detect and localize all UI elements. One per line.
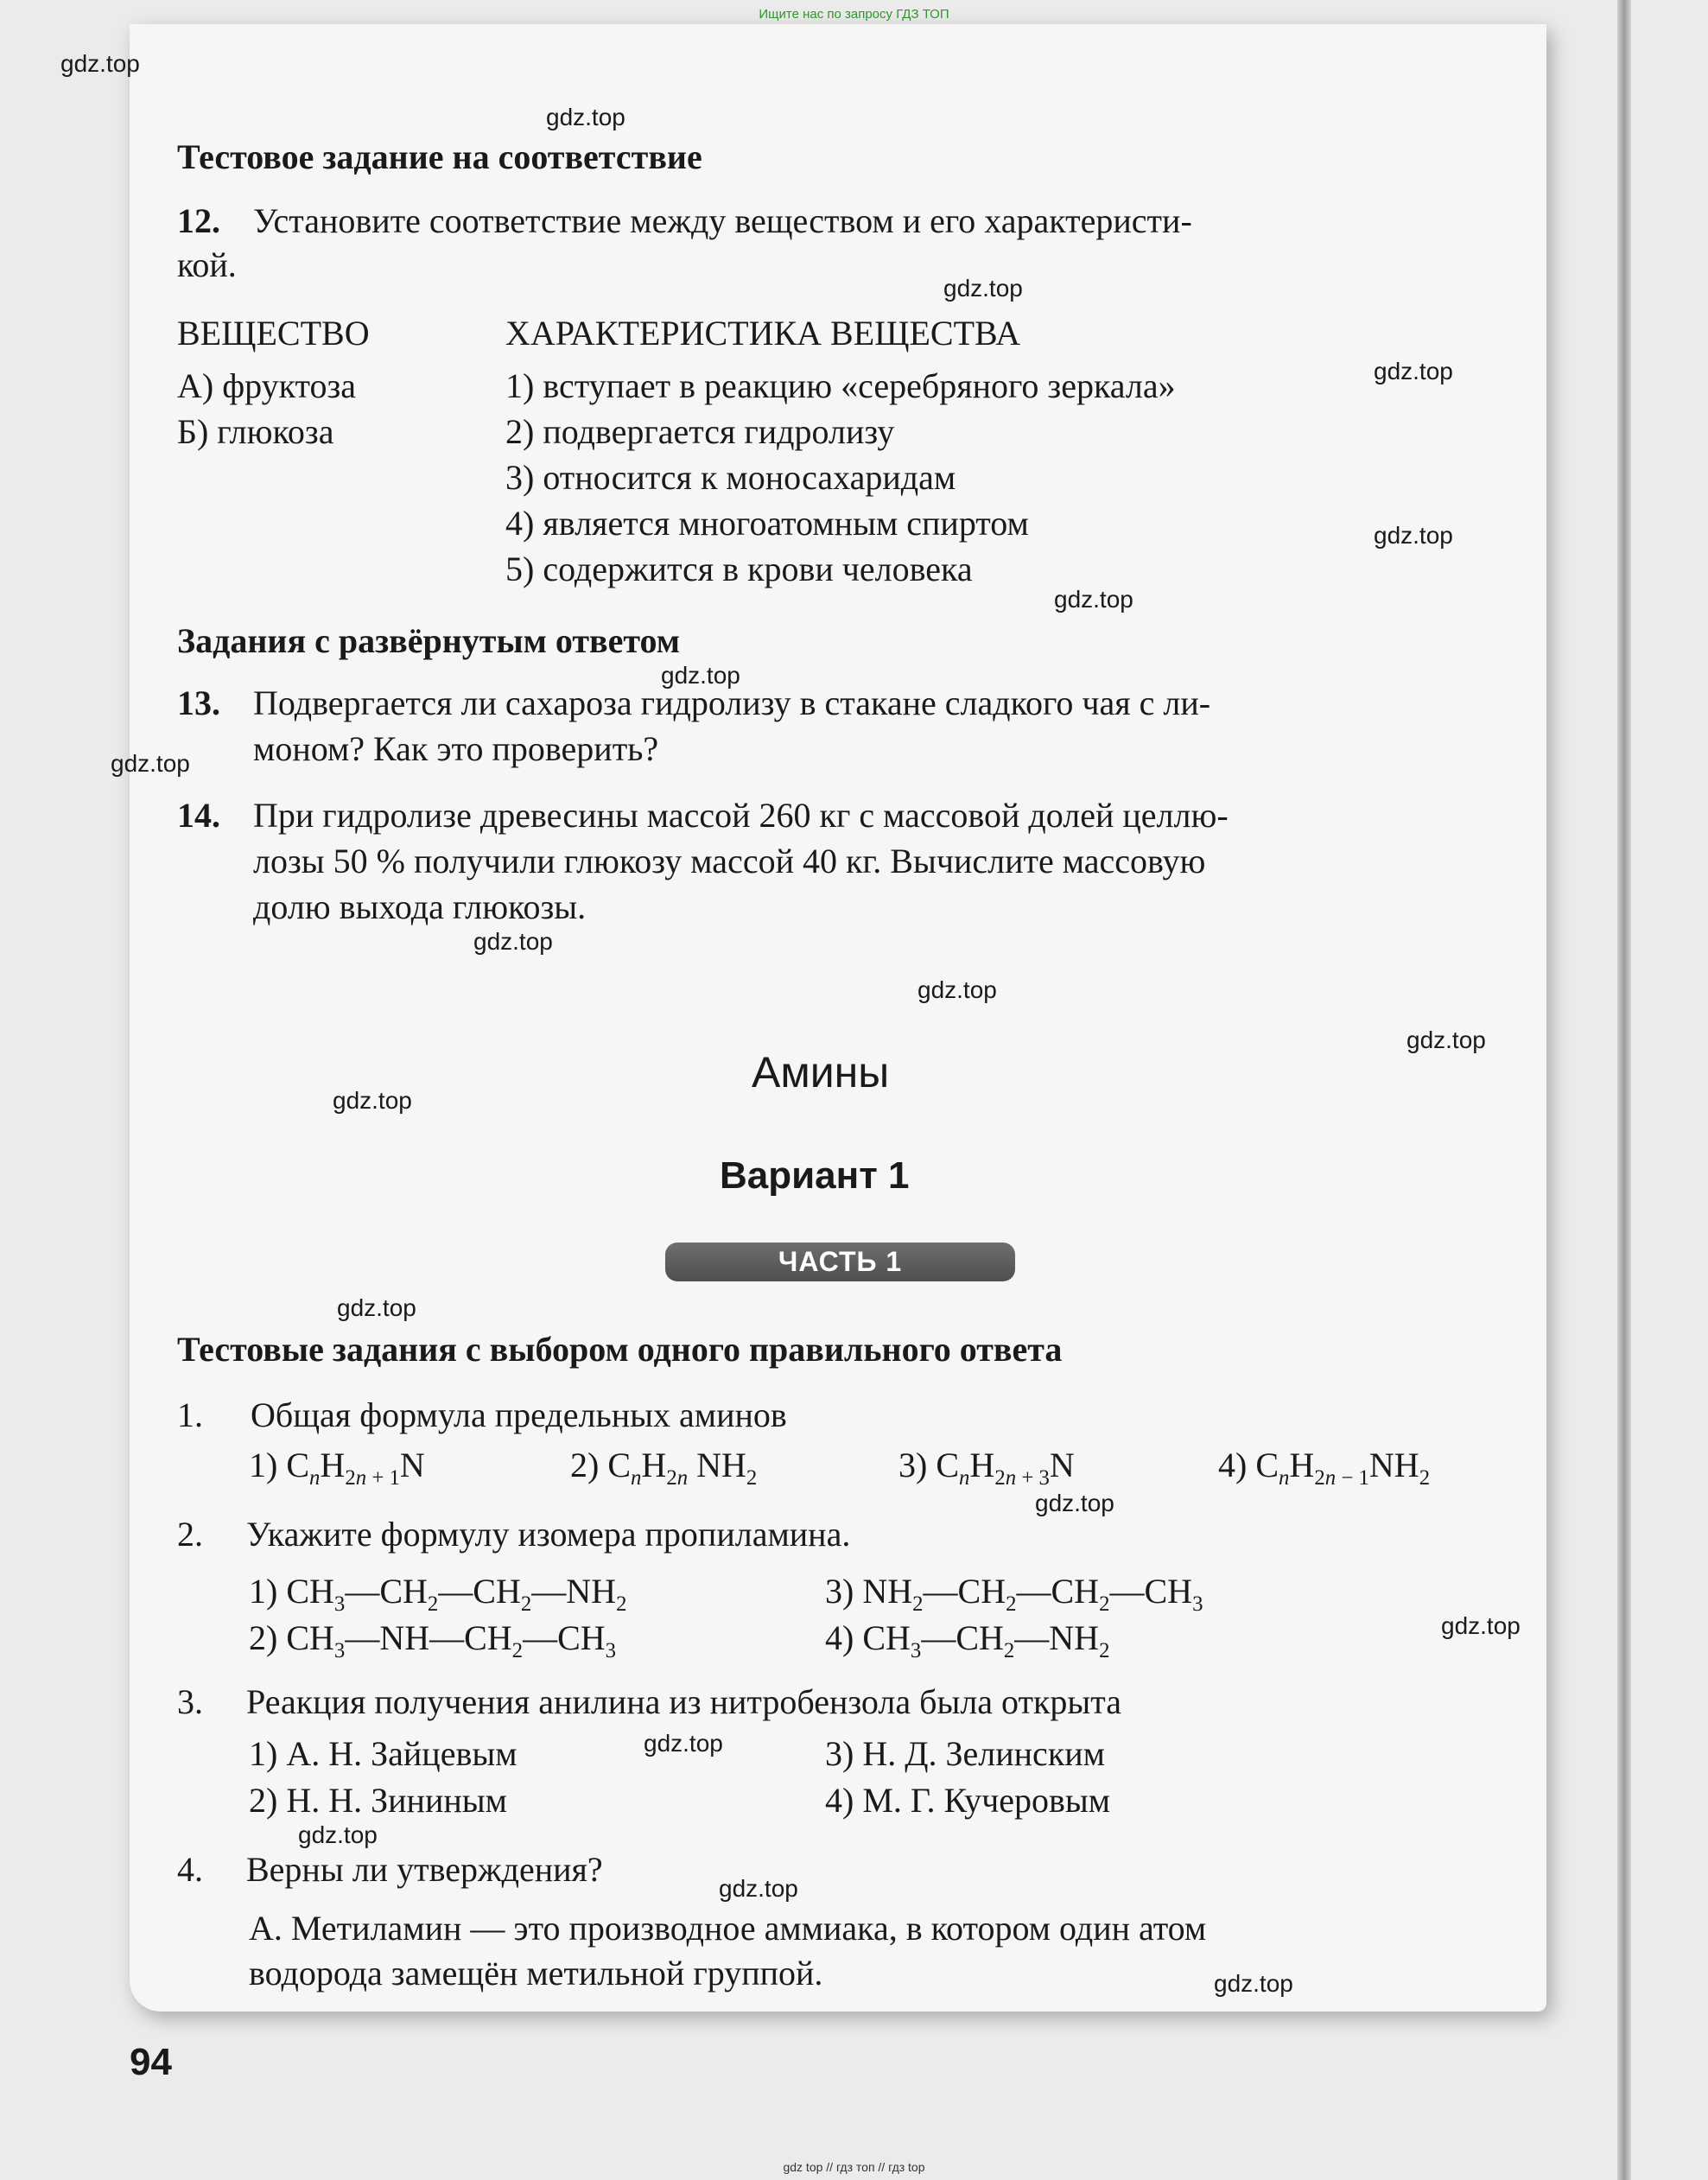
top-banner[interactable]: Ищите нас по запросу ГДЗ ТОП xyxy=(759,7,949,22)
substance-a: А) фруктоза xyxy=(177,366,357,405)
question-4-text: Верны ли утверждения? xyxy=(246,1850,603,1889)
q1-option-2: 2) $C_nH_{2n}$ $NH_2$ xyxy=(570,1446,758,1490)
watermark: gdz.top xyxy=(1374,522,1453,549)
q3-option-4: 4) М. Г. Кучеровым xyxy=(825,1781,1111,1820)
characteristic-5: 5) содержится в крови человека xyxy=(505,550,973,588)
task-14-text-1: При гидролизе древесины массой 260 кг с массовой долей целлю- xyxy=(253,796,1229,835)
watermark: gdz.top xyxy=(333,1087,412,1114)
q3-option-1: 1) А. Н. Зайцевым xyxy=(249,1734,517,1773)
q1-option-2-num: 2) xyxy=(570,1446,600,1484)
q1-option-4: 4) $C_nH_{2n - 1}NH_2$ xyxy=(1218,1446,1431,1490)
q4-statement-a-line1: А. Метиламин — это производное аммиака, в котором один атом xyxy=(249,1909,1207,1948)
watermark: gdz.top xyxy=(546,104,625,130)
choice-section-heading: Тестовые задания с выбором одного правильного ответа xyxy=(177,1330,1063,1369)
open-section-heading: Задания с развёрнутым ответом xyxy=(177,621,681,660)
part-badge: ЧАСТЬ 1 xyxy=(665,1243,1015,1281)
task-14-number: 14. xyxy=(177,796,220,835)
question-1-number: 1. xyxy=(177,1395,203,1434)
q1-option-1: 1) $C_nH_{2n + 1}N$ xyxy=(249,1446,425,1490)
watermark: gdz.top xyxy=(298,1821,378,1848)
variant-title: Вариант 1 xyxy=(720,1154,910,1197)
question-3-text: Реакция получения анилина из нитробензола была открыта xyxy=(246,1682,1122,1721)
question-2-text: Укажите формулу изомера пропиламина. xyxy=(246,1515,851,1554)
column-header-substance: ВЕЩЕСТВО xyxy=(177,314,370,353)
page-number: 94 xyxy=(130,2041,172,2083)
watermark: gdz.top xyxy=(1374,358,1453,385)
watermark: gdz.top xyxy=(917,976,997,1003)
q4-statement-a-line2: водорода замещён метильной группой. xyxy=(249,1954,823,1993)
question-3-number: 3. xyxy=(177,1682,203,1721)
watermark: gdz.top xyxy=(111,750,190,777)
watermark: gdz.top xyxy=(661,662,740,689)
watermark: gdz.top xyxy=(337,1294,416,1321)
q2-option-4: 4) $CH_3—CH_2—NH_2$ xyxy=(825,1618,1110,1662)
bottom-banner[interactable]: gdz top // гдз топ // гдз top xyxy=(783,2160,925,2174)
watermark: gdz.top xyxy=(1035,1490,1114,1516)
q2-option-2: 2) $CH_3—NH—CH_2—CH_3$ xyxy=(249,1618,617,1662)
q1-option-3: 3) $C_nH_{2n + 3}N$ xyxy=(898,1446,1075,1490)
watermark: gdz.top xyxy=(1054,586,1133,613)
q2-option-3: 3) $NH_2—CH_2—CH_2—CH_3$ xyxy=(825,1572,1203,1616)
q2-option-3-num: 3) xyxy=(825,1572,854,1611)
column-header-characteristic: ХАРАКТЕРИСТИКА ВЕЩЕСТВА xyxy=(505,314,1021,353)
task-12-line2: кой. xyxy=(177,245,237,284)
watermark: gdz.top xyxy=(1406,1026,1486,1053)
chapter-title: Амины xyxy=(752,1048,890,1096)
substance-b: Б) глюкоза xyxy=(177,412,334,451)
task-13-number: 13. xyxy=(177,683,220,722)
q1-option-4-num: 4) xyxy=(1218,1446,1248,1484)
task-14-line1 xyxy=(177,795,1229,836)
task-14-text-3: долю выхода глюкозы. xyxy=(253,887,587,926)
watermark: gdz.top xyxy=(719,1875,798,1902)
characteristic-1: 1) вступает в реакцию «серебряного зеркала» xyxy=(505,366,1176,405)
q3-option-3: 3) Н. Д. Зелинским xyxy=(825,1734,1105,1773)
page-fold xyxy=(1617,0,1631,2180)
q1-option-3-num: 3) xyxy=(898,1446,928,1484)
task-12-text: Установите соответствие между веществом и его характеристи- xyxy=(253,201,1192,240)
watermark: gdz.top xyxy=(644,1730,723,1757)
watermark: gdz.top xyxy=(60,50,140,77)
characteristic-2: 2) подвергается гидролизу xyxy=(505,412,895,451)
task-12-line1 xyxy=(177,200,1508,241)
q2-option-1-num: 1) xyxy=(249,1572,278,1611)
question-1-text: Общая формула предельных аминов xyxy=(251,1395,787,1434)
watermark: gdz.top xyxy=(943,275,1023,302)
question-2-number: 2. xyxy=(177,1515,203,1554)
characteristic-4: 4) является многоатомным спиртом xyxy=(505,504,1029,543)
watermark: gdz.top xyxy=(1214,1970,1293,1997)
match-section-heading: Тестовое задание на соответствие xyxy=(177,137,702,176)
task-12 xyxy=(177,200,1508,241)
task-12-number: 12. xyxy=(177,201,220,240)
q2-option-1: 1) $CH_3—CH_2—CH_2—NH_2$ xyxy=(249,1572,627,1616)
characteristic-3: 3) относится к моносахаридам xyxy=(505,458,956,497)
q3-option-2: 2) Н. Н. Зининым xyxy=(249,1781,507,1820)
watermark: gdz.top xyxy=(473,928,553,955)
question-4-number: 4. xyxy=(177,1850,203,1889)
watermark: gdz.top xyxy=(1441,1612,1521,1639)
task-13-text-1: Подвергается ли сахароза гидролизу в стакане сладкого чая с ли- xyxy=(253,683,1211,722)
task-14-text-2: лозы 50 % получили глюкозу массой 40 кг. Вычислите массовую xyxy=(253,842,1206,880)
q1-option-1-num: 1) xyxy=(249,1446,278,1484)
q2-option-2-num: 2) xyxy=(249,1618,278,1657)
task-13-text-2: моном? Как это проверить? xyxy=(253,729,659,768)
q2-option-4-num: 4) xyxy=(825,1618,854,1657)
